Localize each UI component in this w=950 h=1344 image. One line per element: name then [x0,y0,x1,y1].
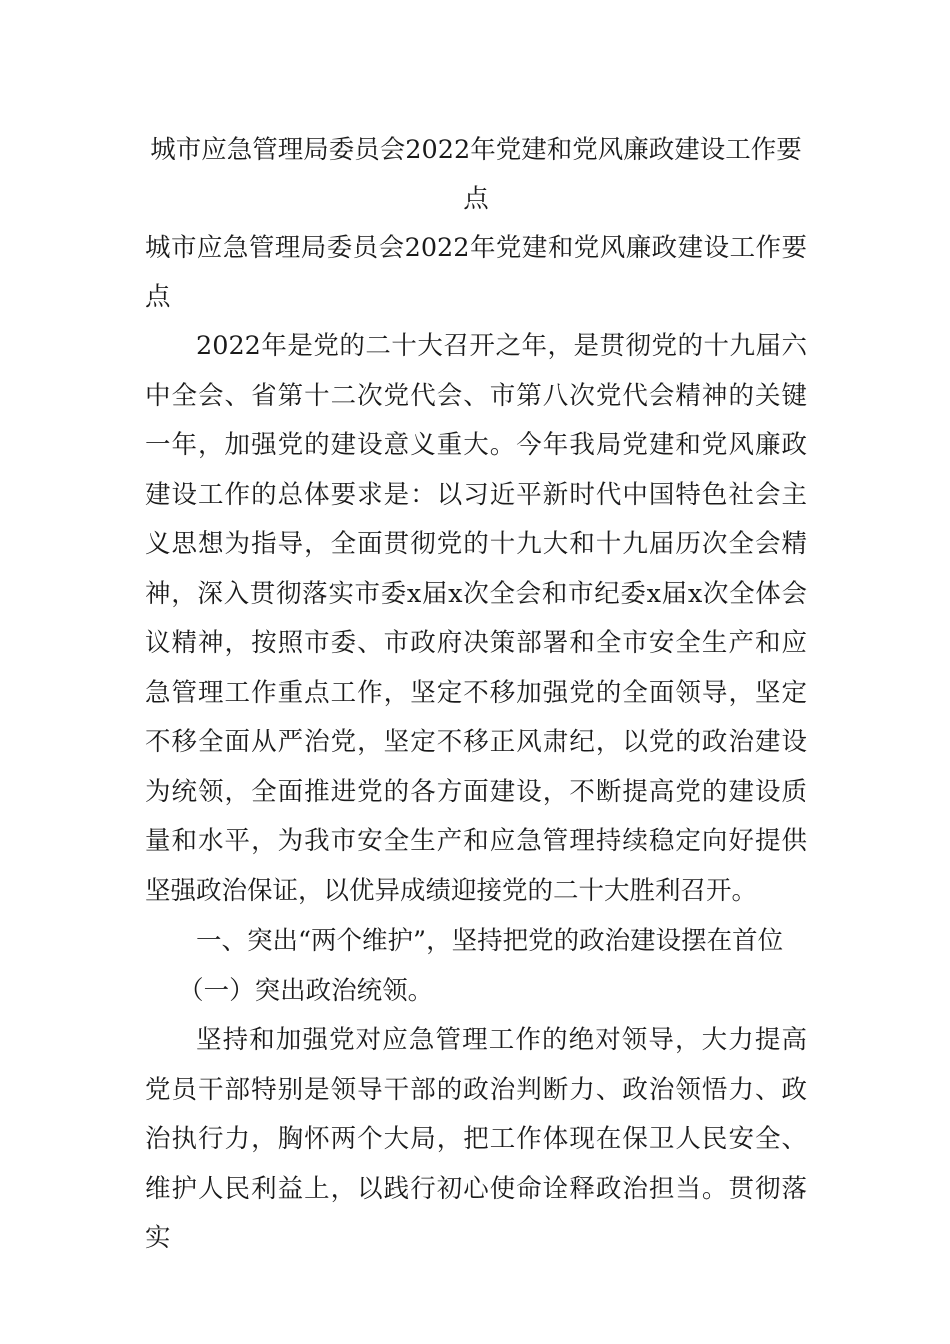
document-page [145,126,807,1264]
section-heading-1: 一、突出“两个维护”，坚持把党的政治建设摆在首位 [196,926,784,956]
document-title: 城市应急管理局委员会2022年党建和党风廉政建设工作要点 [150,135,802,214]
document-subtitle: 城市应急管理局委员会2022年党建和党风廉政建设工作要点 [145,233,807,312]
subsection-paragraph-1: 坚持和加强党对应急管理工作的绝对领导，大力提高党员干部特别是领导干部的政治判断力、政治领悟力、政治执行力，胸怀两个大局，把工作体现在保卫人民安全、维护人民利益上，以践行初心使命诠释政治担当。贯彻落实 [145,1025,807,1253]
subsection-heading-1: （一）突出政治统领。 [178,976,434,1006]
intro-paragraph: 2022年是党的二十大召开之年，是贯彻党的十九届六中全会、省第十二次党代会、市第八次党代会精神的关键一年，加强党的建设意义重大。今年我局党建和党风廉政建设工作的总体要求是：以习近平新时代中国特色社会主义思想为指导，全面贯彻党的十九大和十九届历次全会精神，深入贯彻落实市委x届x次全会和市纪委x届x次全体会议精神，按照市委、市政府决策部署和全市安全生产和应急管理工作重点工作，坚定不移加强党的全面领导，坚定不移全面从严治党，坚定不移正风肃纪，以党的政治建设为统领，全面推进党的各方面建设，不断提高党的建设质量和水平，为我市安全生产和应急管理持续稳定向好提供坚强政治保证，以优异成绩迎接党的二十大胜利召开。 [145,331,807,906]
